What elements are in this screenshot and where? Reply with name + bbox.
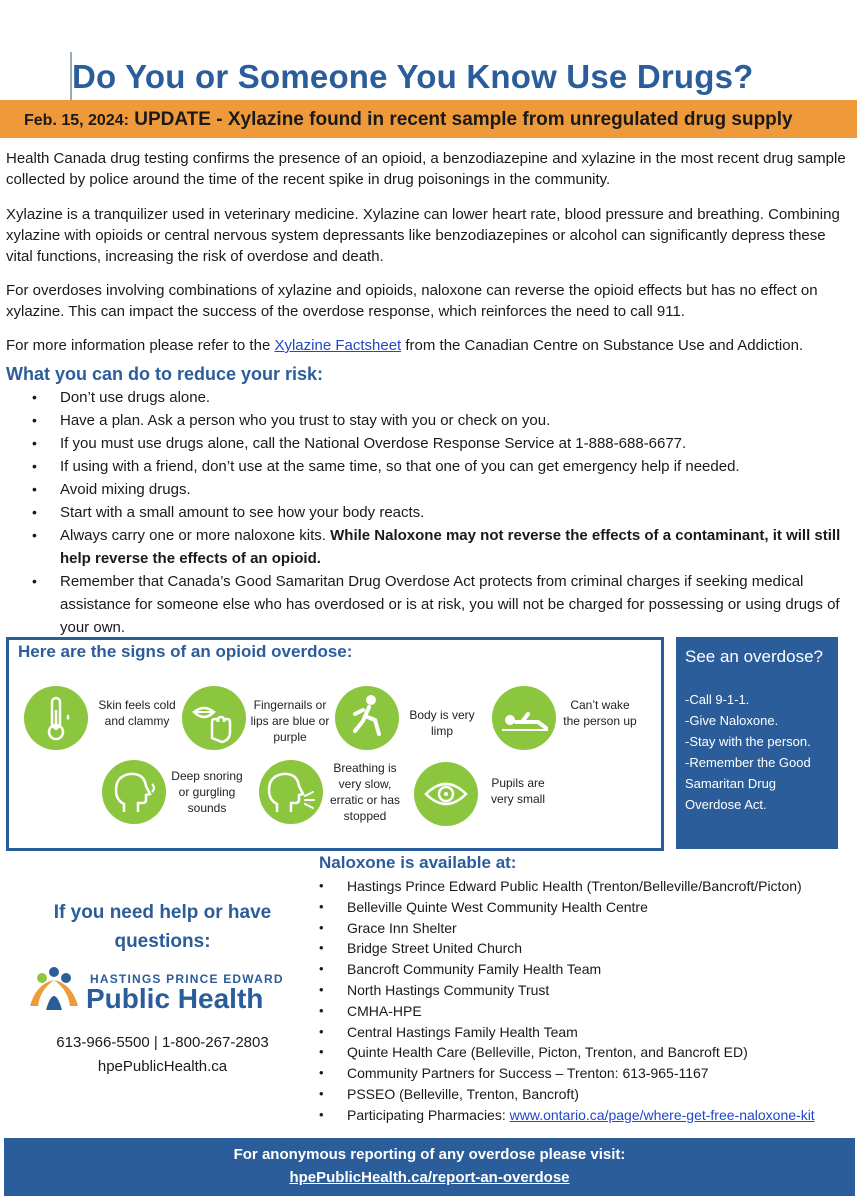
list-item: • Community Partners for Success – Trenton: 613-965-1167 <box>319 1063 859 1084</box>
logo-name-text: Public Health <box>86 983 264 1014</box>
sign-label: Can’t wake the person up <box>563 698 637 728</box>
list-item: • Have a plan. Ask a person who you trust to stay with you or check on you. <box>26 409 856 432</box>
update-banner-text <box>24 109 793 131</box>
falling-person-icon <box>335 686 399 750</box>
logo-region-text: HASTINGS PRINCE EDWARD <box>90 972 284 986</box>
see-overdose-list <box>685 689 835 815</box>
list-item: • Don’t use drugs alone. <box>26 386 856 409</box>
more-info-text: For more information please refer to the <box>6 337 275 354</box>
naloxone-kit-link[interactable]: www.ontario.ca/page/where-get-free-naloxone-kit <box>509 1106 815 1123</box>
thermometer-icon <box>24 686 88 750</box>
list-item: • Avoid mixing drugs. <box>26 478 856 501</box>
sign-label: Pupils are very small <box>490 776 545 806</box>
lips-hand-icon <box>182 686 246 750</box>
paragraph-testing: Health Canada drug testing confirms the presence of an opioid, a benzodiazepine and xylazine in the most recent drug sample collected by police around the time of the recent spike in drug poisonings in the community. <box>6 150 846 188</box>
list-item: -Call 9-1-1. <box>685 692 750 707</box>
pharmacies-label: Participating Pharmacies: <box>347 1106 510 1123</box>
risk-list <box>26 386 856 639</box>
list-item: • Grace Inn Shelter <box>319 918 859 939</box>
more-info-source: from the Canadian Centre on Substance Use and Addiction. <box>401 337 804 354</box>
list-item: • Start with a small amount to see how your body reacts. <box>26 501 856 524</box>
page-title: Do You or Someone You Know Use Drugs? <box>72 58 754 95</box>
sign-label: Body is very limp <box>409 708 475 738</box>
list-item: • North Hastings Community Trust <box>319 980 859 1001</box>
head-breathing-icon <box>259 760 323 824</box>
sign-label: Breathing is very slow, erratic or has stopped <box>329 761 401 823</box>
list-item: -Stay with the person. <box>685 734 811 749</box>
help-heading: If you need help or have questions: <box>53 902 272 952</box>
list-item: • Bridge Street United Church <box>319 938 859 959</box>
list-item: • If you must use drugs alone, call the National Overdose Response Service at 1-888-688-6677. <box>26 432 856 455</box>
paragraph-naloxone-effect: For overdoses involving combinations of xylazine and opioids, naloxone can reverse the opioid effects but has no effect on xylazine. This can impact the success of the overdose response, which reinforces the need to call 911. <box>6 282 818 320</box>
logo-figures-icon <box>24 966 84 1016</box>
see-overdose-heading: See an overdose? <box>685 647 823 666</box>
list-item: • CMHA-HPE <box>319 1001 859 1022</box>
head-snoring-icon <box>102 760 166 824</box>
footer-text: For anonymous reporting of any overdose please visit: <box>233 1146 626 1163</box>
see-overdose-panel <box>676 637 838 849</box>
list-item: • Remember that Canada’s Good Samaritan Drug Overdose Act protects from criminal charges if seeking medical assistance for someone else who has overdosed or is at risk, you will not be charged for possessing or using drugs of your own. <box>26 570 856 639</box>
naloxone-kit-text: Always carry one or more naloxone kits. <box>60 527 331 544</box>
paragraph-xylazine: Xylazine is a tranquilizer used in veterinary medicine. Xylazine can lower heart rate, blood pressure and breathing. Combining xylazine with opioids or central nervous system depressants like benzodiazepines or alcohol can significantly depress these vital functions, increasing the risk of overdose and death. <box>6 206 840 265</box>
lying-person-icon <box>492 686 556 750</box>
signs-heading: Here are the signs of an opioid overdose: <box>18 642 353 661</box>
list-item <box>319 1105 859 1126</box>
list-item: -Give Naloxone. <box>685 713 779 728</box>
banner-date: Feb. 15, 2024: <box>24 112 129 129</box>
overdose-signs-panel <box>6 637 664 851</box>
list-item: -Remember the Good Samaritan Drug Overdose Act. <box>685 755 811 812</box>
xylazine-factsheet-link[interactable]: Xylazine Factsheet <box>274 337 402 354</box>
footer-banner <box>4 1138 855 1196</box>
banner-headline: UPDATE - Xylazine found in recent sample from unregulated drug supply <box>134 109 793 130</box>
sign-label: Deep snoring or gurgling sounds <box>171 769 243 815</box>
list-item: • Bancroft Community Family Health Team <box>319 959 859 980</box>
report-overdose-link[interactable]: hpePublicHealth.ca/report-an-overdose <box>289 1169 570 1186</box>
risk-heading: What you can do to reduce your risk: <box>6 364 324 384</box>
naloxone-locations <box>319 876 859 1126</box>
list-item: • If using with a friend, don’t use at the same time, so that one of you can get emergency help if needed. <box>26 455 856 478</box>
list-item: • Quinte Health Care (Belleville, Picton, Trenton, and Bancroft ED) <box>319 1042 859 1063</box>
eye-icon <box>414 762 478 826</box>
phone-numbers: 613-966-5500 | 1-800-267-2803 <box>56 1034 269 1051</box>
list-item: • PSSEO (Belleville, Trenton, Bancroft) <box>319 1084 859 1105</box>
list-item <box>26 524 856 570</box>
paragraph-more-info <box>6 335 854 356</box>
list-item: • Belleville Quinte West Community Health Centre <box>319 897 859 918</box>
sign-label: Skin feels cold and clammy <box>98 698 176 728</box>
naloxone-warning: While Naloxone may not reverse the effects of a contaminant, it will still help reverse the effects of an opioid. <box>60 527 841 567</box>
naloxone-heading: Naloxone is available at: <box>319 853 517 872</box>
list-item: • Central Hastings Family Health Team <box>319 1022 859 1043</box>
sign-label: Fingernails or lips are blue or purple <box>250 698 330 744</box>
public-health-logo <box>24 966 289 1016</box>
list-item: • Hastings Prince Edward Public Health (Trenton/Belleville/Bancroft/Picton) <box>319 876 859 897</box>
website-text: hpePublicHealth.ca <box>97 1058 228 1075</box>
